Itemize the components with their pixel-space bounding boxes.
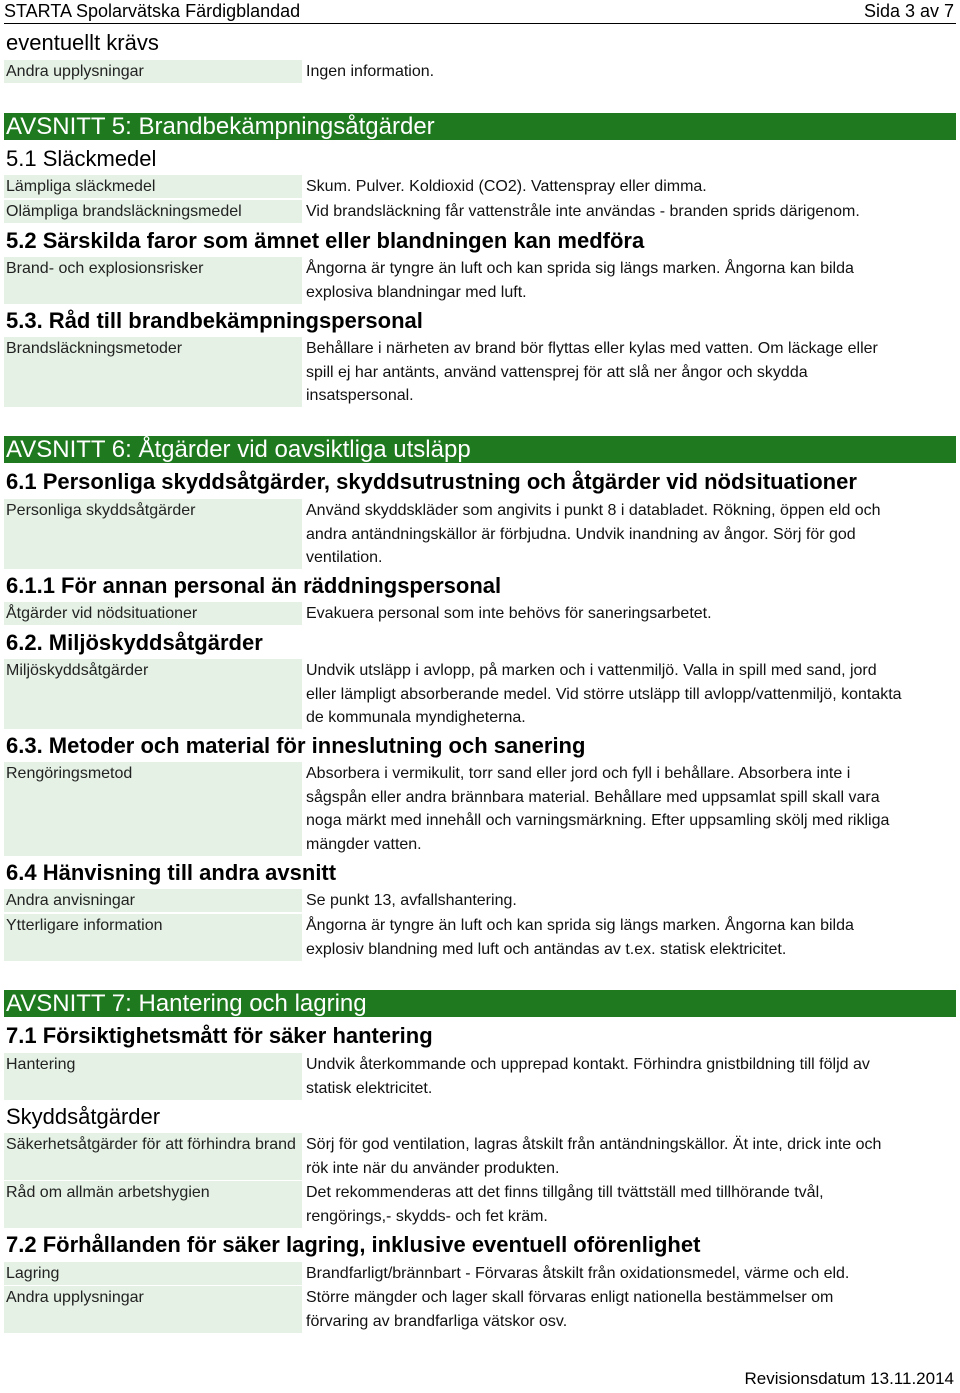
subsection-5-2: 5.2 Särskilda faror som ämnet eller blandningen kan medföra [6, 228, 645, 253]
document-title: STARTA Spolarvätska Färdigblandad [4, 1, 301, 21]
row-label: Personliga skyddsåtgärder [4, 499, 302, 569]
row-label: Olämpliga brandsläckningsmedel [4, 200, 302, 223]
revision-date: Revisionsdatum 13.11.2014 [744, 1369, 954, 1388]
row-label: Miljöskyddsåtgärder [4, 659, 302, 729]
row-value: Det rekommenderas att det finns tillgång till tvättställ med tillhörande tvål, rengörings,- skydds- och fet kräm. [306, 1184, 824, 1225]
subsection-7-2: 7.2 Förhållanden för säker lagring, inklusive eventuell oförenlighet [6, 1232, 701, 1257]
row-value: Undvik utsläpp i avlopp, på marken och i vattenmiljö. Valla in spill med sand, jord eller lämpligt absorberande medel. Vid större utsläpp till avlopp/vattenmiljö, kontakta de kommunala myndigheterna. [306, 662, 902, 726]
row-label: Lämpliga släckmedel [4, 175, 302, 198]
row-label: Ytterligare information [4, 914, 302, 961]
row-label: Åtgärder vid nödsituationer [4, 602, 302, 625]
subsection-5-1: 5.1 Släckmedel [6, 146, 157, 171]
subsection-6-1-1: 6.1.1 För annan personal än räddningspersonal [6, 573, 502, 598]
row-value: Använd skyddskläder som angivits i punkt 8 i databladet. Rökning, öppen eld och andra antändningskällor är förbjudna. Undvik inandning av ångor. Sörj för god ventilation. [306, 502, 881, 566]
row-label: Hantering [4, 1053, 302, 1100]
row-value: Ångorna är tyngre än luft och kan sprida sig längs marken. Ångorna kan bilda explosiv blandning med luft och antändas av t.ex. statisk elektricitet. [306, 917, 854, 958]
row-label: Andra anvisningar [4, 889, 302, 912]
row-value: Större mängder och lager skall förvaras enligt nationella bestämmelser om förvaring av brandfarliga vätskor osv. [306, 1289, 834, 1330]
row-value: Undvik återkommande och upprepad kontakt. Förhindra gnistbildning till följd av statisk elektricitet. [306, 1056, 870, 1097]
section-5-heading: AVSNITT 5: Brandbekämpningsåtgärder [4, 113, 956, 140]
subsection-7-1: 7.1 Försiktighetsmått för säker hantering [6, 1023, 433, 1048]
section-6-heading: AVSNITT 6: Åtgärder vid oavsiktliga utsläpp [4, 436, 956, 463]
subsection-6-2: 6.2. Miljöskyddsåtgärder [6, 630, 263, 655]
row-label: Lagring [4, 1262, 302, 1285]
row-value: Ingen information. [306, 63, 435, 80]
row-label: Säkerhetsåtgärder för att förhindra brand [4, 1133, 302, 1180]
subsection-skyddsatgarder: Skyddsåtgärder [6, 1104, 161, 1129]
row-value: Se punkt 13, avfallshantering. [306, 892, 517, 909]
row-value: Skum. Pulver. Koldioxid (CO2). Vattenspray eller dimma. [306, 178, 707, 195]
row-label: Råd om allmän arbetshygien [4, 1181, 302, 1228]
row-label: Andra upplysningar [4, 1286, 302, 1333]
subsection-6-3: 6.3. Metoder och material för inneslutning och sanering [6, 733, 586, 758]
row-label: Brand- och explosionsrisker [4, 257, 302, 304]
row-value: Ångorna är tyngre än luft och kan sprida sig längs marken. Ångorna kan bilda explosiva blandningar med luft. [306, 260, 854, 301]
row-value: Sörj för god ventilation, lagras åtskilt från antändningskällor. Ät inte, drick inte och rök inte när du använder produkten. [306, 1136, 882, 1177]
subsection-5-3: 5.3. Råd till brandbekämpningspersonal [6, 308, 423, 333]
row-value: Absorbera i vermikulit, torr sand eller jord och fyll i behållare. Absorbera inte i sågspån eller andra brännbara material. Behållare med uppsamlat spill skall vara noga märkt med innehåll och varningsmärkning. Efter uppsamling skölj med rikliga mängder vatten. [306, 765, 890, 853]
row-label: Andra upplysningar [4, 60, 302, 83]
continued-heading: eventuellt krävs [6, 30, 159, 55]
row-value: Brandfarligt/brännbart - Förvaras åtskilt från oxidationsmedel, värme och eld. [306, 1265, 850, 1282]
section-7-heading: AVSNITT 7: Hantering och lagring [4, 990, 956, 1017]
header-divider [4, 23, 956, 24]
subsection-6-4: 6.4 Hänvisning till andra avsnitt [6, 860, 337, 885]
page-number: Sida 3 av 7 [863, 1, 954, 21]
row-value: Behållare i närheten av brand bör flyttas eller kylas med vatten. Om läckage eller spill ej har antänts, använd vattensprej för att slå ner ångor och skydda insatspersonal. [306, 340, 878, 404]
row-label: Rengöringsmetod [4, 762, 302, 856]
row-value: Evakuera personal som inte behövs för saneringsarbetet. [306, 605, 712, 622]
subsection-6-1: 6.1 Personliga skyddsåtgärder, skyddsutrustning och åtgärder vid nödsituationer [6, 469, 857, 494]
row-label: Brandsläckningsmetoder [4, 337, 302, 407]
row-value: Vid brandsläckning får vattenstråle inte användas - branden sprids därigenom. [306, 203, 860, 220]
